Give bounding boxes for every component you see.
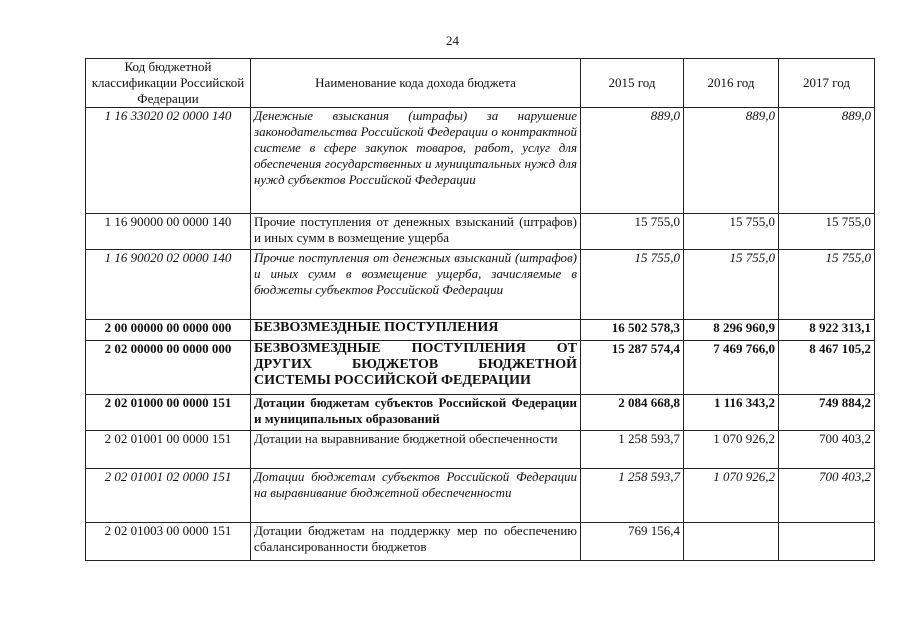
row-value-2015: 15 755,0 (581, 214, 684, 250)
row-value-2017: 700 403,2 (779, 431, 875, 469)
table-row (86, 320, 875, 341)
header-2016: 2016 год (684, 59, 779, 108)
row-value-2017: 8 467 105,2 (779, 341, 875, 395)
row-value-2016: 7 469 766,0 (684, 341, 779, 395)
table-row (86, 469, 875, 523)
row-value-2015: 1 258 593,7 (581, 469, 684, 523)
row-value-2016: 15 755,0 (684, 250, 779, 320)
row-code: 1 16 90020 02 0000 140 (86, 250, 251, 320)
table-row (86, 214, 875, 250)
row-value-2017: 749 884,2 (779, 395, 875, 431)
row-code: 2 02 00000 00 0000 000 (86, 341, 251, 395)
row-value-2015: 769 156,4 (581, 523, 684, 561)
row-value-2016: 1 070 926,2 (684, 431, 779, 469)
row-name: Дотации на выравнивание бюджетной обеспеченности (251, 431, 581, 469)
row-value-2017: 15 755,0 (779, 250, 875, 320)
row-value-2016: 889,0 (684, 108, 779, 214)
row-code: 2 02 01001 02 0000 151 (86, 469, 251, 523)
row-value-2016: 8 296 960,9 (684, 320, 779, 341)
row-value-2016 (684, 523, 779, 561)
row-value-2017: 700 403,2 (779, 469, 875, 523)
row-name: Дотации бюджетам субъектов Российской Федерации на выравнивание бюджетной обеспеченности (251, 469, 581, 523)
row-name: Дотации бюджетам субъектов Российской Федерации и муниципальных образований (251, 395, 581, 431)
row-code: 1 16 90000 00 0000 140 (86, 214, 251, 250)
row-name: БЕЗВОЗМЕЗДНЫЕ ПОСТУПЛЕНИЯ (251, 320, 581, 341)
row-value-2015: 15 287 574,4 (581, 341, 684, 395)
row-value-2017: 889,0 (779, 108, 875, 214)
row-name: БЕЗВОЗМЕЗДНЫЕ ПОСТУПЛЕНИЯ ОТ ДРУГИХ БЮДЖЕТОВ БЮДЖЕТНОЙ СИСТЕМЫ РОССИЙСКОЙ ФЕДЕРАЦИИ (251, 341, 581, 395)
row-value-2016: 1 070 926,2 (684, 469, 779, 523)
page-number: 24 (446, 33, 459, 48)
table-row (86, 395, 875, 431)
row-code: 2 02 01000 00 0000 151 (86, 395, 251, 431)
table-row (86, 108, 875, 214)
budget-revenue-table (85, 58, 875, 561)
table-row (86, 250, 875, 320)
row-code: 2 02 01001 00 0000 151 (86, 431, 251, 469)
row-value-2015: 889,0 (581, 108, 684, 214)
header-2017: 2017 год (779, 59, 875, 108)
row-value-2016: 1 116 343,2 (684, 395, 779, 431)
table-body (86, 108, 875, 561)
row-code: 1 16 33020 02 0000 140 (86, 108, 251, 214)
row-name: Денежные взыскания (штрафы) за нарушение законодательства Российской Федерации о контрактной системе в сфере закупок товаров, работ, услуг для обеспечения государственных и муниципальных нужд для нужд субъектов Российской Федерации (251, 108, 581, 214)
row-name: Дотации бюджетам на поддержку мер по обеспечению сбалансированности бюджетов (251, 523, 581, 561)
row-name: Прочие поступления от денежных взысканий (штрафов) и иных сумм в возмещение ущерба (251, 214, 581, 250)
row-name: Прочие поступления от денежных взысканий (штрафов) и иных сумм в возмещение ущерба, зачисляемые в бюджеты субъектов Российской Федерации (251, 250, 581, 320)
row-value-2015: 15 755,0 (581, 250, 684, 320)
table-row (86, 341, 875, 395)
table-row (86, 523, 875, 561)
row-value-2017 (779, 523, 875, 561)
row-value-2017: 8 922 313,1 (779, 320, 875, 341)
row-value-2015: 1 258 593,7 (581, 431, 684, 469)
header-code: Код бюджетной классификации Российской Федерации (86, 59, 251, 108)
row-code: 2 02 01003 00 0000 151 (86, 523, 251, 561)
table-header-row (86, 59, 875, 108)
header-name: Наименование кода дохода бюджета (251, 59, 581, 108)
row-value-2015: 16 502 578,3 (581, 320, 684, 341)
header-2015: 2015 год (581, 59, 684, 108)
row-code: 2 00 00000 00 0000 000 (86, 320, 251, 341)
row-value-2015: 2 084 668,8 (581, 395, 684, 431)
table-row (86, 431, 875, 469)
row-value-2017: 15 755,0 (779, 214, 875, 250)
row-value-2016: 15 755,0 (684, 214, 779, 250)
